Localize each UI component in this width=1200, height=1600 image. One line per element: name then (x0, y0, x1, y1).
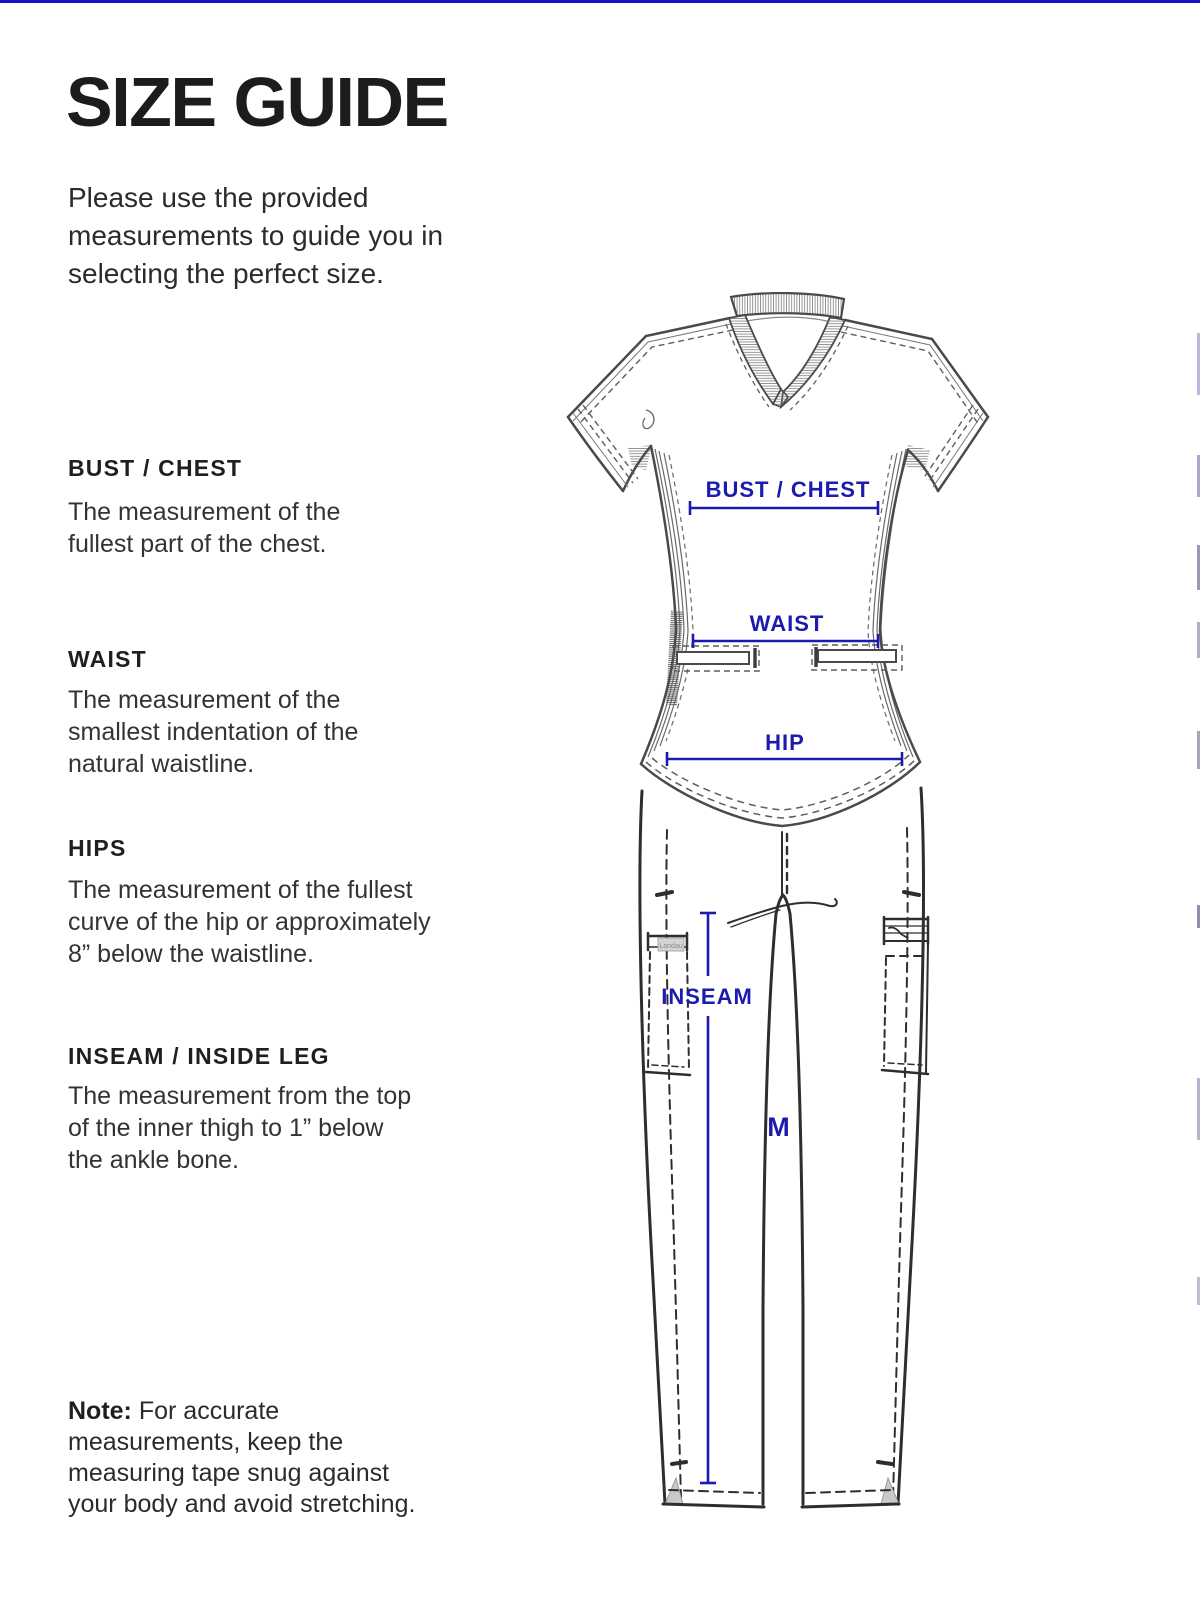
body-line: of the inner thigh to 1” below (68, 1114, 384, 1142)
diagram-label-bust: BUST / CHEST (705, 477, 871, 502)
page-title: SIZE GUIDE (66, 63, 448, 141)
scrub-pants-drawing (640, 788, 928, 1507)
body-line: the ankle bone. (68, 1146, 239, 1174)
intro-line: measurements to guide you in (68, 220, 444, 251)
section-heading-inseam: INSEAM / INSIDE LEG (68, 1043, 330, 1069)
section-body-waist (68, 684, 358, 780)
zipper-pull-icon (889, 927, 906, 937)
note-line: measuring tape snug against (68, 1459, 390, 1487)
section-heading-bust: BUST / CHEST (68, 455, 243, 481)
section-body-inseam (68, 1080, 411, 1176)
body-line: fullest part of the chest. (68, 530, 327, 558)
diagram-label-waist: WAIST (749, 611, 825, 636)
body-line: The measurement of the (68, 686, 341, 714)
pant-pocket-brand-label: Landau (659, 943, 683, 950)
intro-line: selecting the perfect size. (68, 258, 384, 289)
body-line: smallest indentation of the (68, 718, 359, 746)
section-heading-hips: HIPS (68, 835, 127, 861)
diagram-label-inseam: INSEAM (661, 984, 753, 1009)
section-body-bust (68, 496, 340, 560)
intro-text (68, 179, 443, 293)
note-line: Note: For accurate (68, 1397, 280, 1425)
body-line: curve of the hip or approximately (68, 908, 431, 936)
note-text (68, 1396, 415, 1520)
body-line: The measurement from the top (68, 1082, 412, 1110)
body-line: The measurement of the fullest (68, 876, 413, 904)
body-line: natural waistline. (68, 750, 255, 778)
section-body-hips (68, 874, 431, 970)
section-heading-waist: WAIST (68, 646, 147, 672)
note-line: your body and avoid stretching. (68, 1490, 416, 1518)
top-border-line (0, 0, 1200, 3)
body-line: 8” below the waistline. (68, 940, 314, 968)
diagram-label-hip: HIP (765, 730, 805, 755)
diagram-label-size: M (767, 1112, 791, 1142)
note-line: measurements, keep the (68, 1428, 344, 1456)
intro-line: Please use the provided (68, 182, 369, 213)
body-line: The measurement of the (68, 498, 341, 526)
note-label: Note: (68, 1397, 132, 1425)
size-diagram (540, 280, 1000, 1530)
